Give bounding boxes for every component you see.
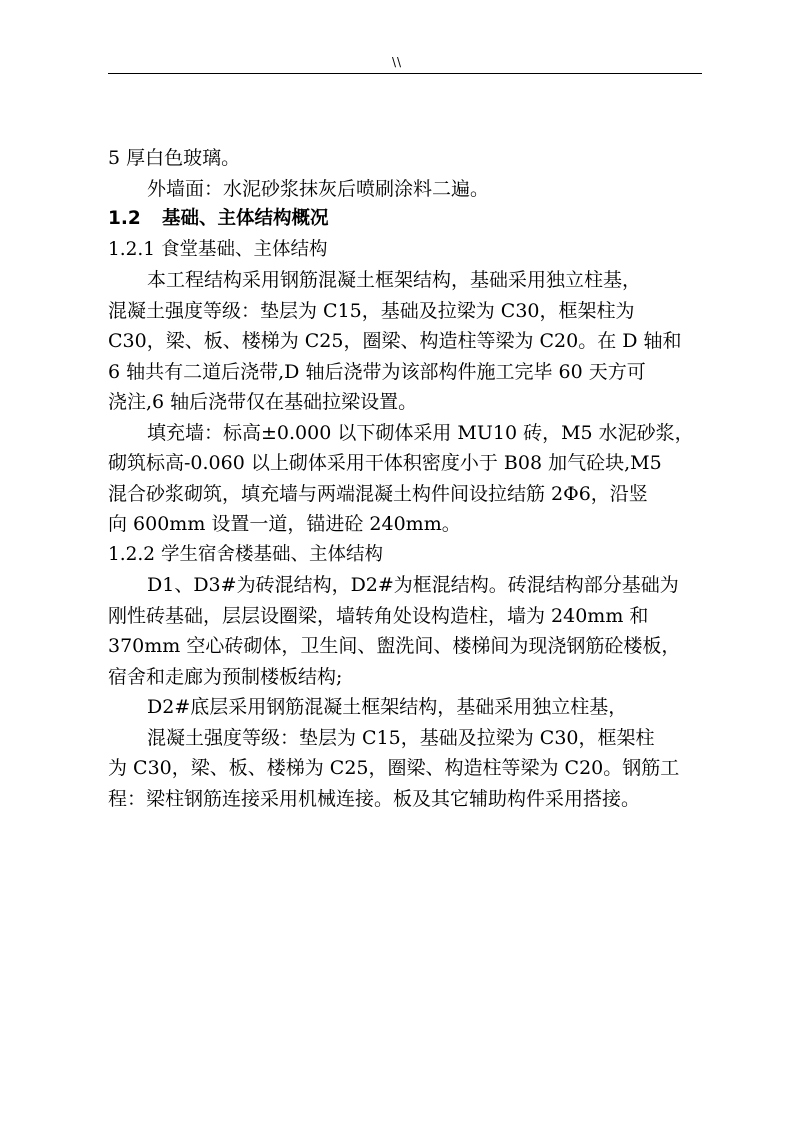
body-line: 刚性砖基础，层层设圈梁，墙转角处设构造柱，墙为 240mm 和 — [108, 604, 649, 627]
body-line: 混合砂浆砌筑，填充墙与两端混凝土构件间设拉结筋 2Φ6，沿竖 — [108, 482, 648, 505]
body-line: 混凝土强度等级：垫层为 C15，基础及拉梁为 C30，框架柱 — [147, 726, 655, 749]
body-line: D1、D3#为砖混结构，D2#为框混结构。砖混结构部分基础为 — [147, 574, 679, 596]
body-line: 本工程结构采用钢筋混凝土框架结构，基础采用独立柱基， — [147, 269, 642, 291]
body-line: 5 厚白色玻璃。 — [108, 147, 241, 169]
section-title: 基础、主体结构概况 — [162, 208, 329, 229]
body-line: 混凝土强度等级：垫层为 C15，基础及拉梁为 C30，框架柱为 — [108, 299, 635, 322]
section-number: 1.2 — [108, 208, 141, 229]
document-body — [108, 143, 702, 814]
paragraph-exterior-wall: 外墙面：水泥砂浆抹灰后喷刷涂料二遍。 — [147, 177, 490, 200]
body-line: 370mm 空心砖砌体，卫生间、盥洗间、楼梯间为现浇钢筋砼楼板， — [108, 635, 681, 657]
body-line: 填充墙：标高±0.000 以下砌体采用 MU10 砖，M5 水泥砂浆， — [147, 421, 694, 444]
section-heading — [108, 204, 702, 235]
subsection-heading-dormitory: 1.2.2 学生宿舍楼基础、主体结构 — [108, 543, 383, 565]
body-line: 浇注,6 轴后浇带仅在基础拉梁设置。 — [108, 391, 418, 413]
header-rule — [108, 73, 702, 74]
body-line: 向 600mm 设置一道，锚进砼 240mm。 — [108, 513, 461, 535]
body-line: 为 C30，梁、板、楼梯为 C25，圈梁、构造柱等梁为 C20。钢筋工 — [108, 757, 680, 779]
body-line: 砌筑标高-0.060 以上砌体采用干体积密度小于 B08 加气砼块,M5 — [108, 452, 662, 474]
body-line: 宿舍和走廊为预制楼板结构; — [108, 665, 343, 688]
subsection-heading-canteen: 1.2.1 食堂基础、主体结构 — [108, 238, 328, 260]
body-line: 程：梁柱钢筋连接采用机械连接。板及其它辅助构件采用搭接。 — [108, 787, 641, 810]
body-line: D2#底层采用钢筋混凝土框架结构，基础采用独立柱基， — [147, 696, 628, 718]
body-line: C30，梁、板、楼梯为 C25，圈梁、构造柱等梁为 C20。在 D 轴和 — [108, 330, 682, 352]
page-header-mark: \\ — [391, 55, 403, 69]
body-line: 6 轴共有二道后浇带,D 轴后浇带为该部构件施工完毕 60 天方可 — [108, 360, 646, 383]
